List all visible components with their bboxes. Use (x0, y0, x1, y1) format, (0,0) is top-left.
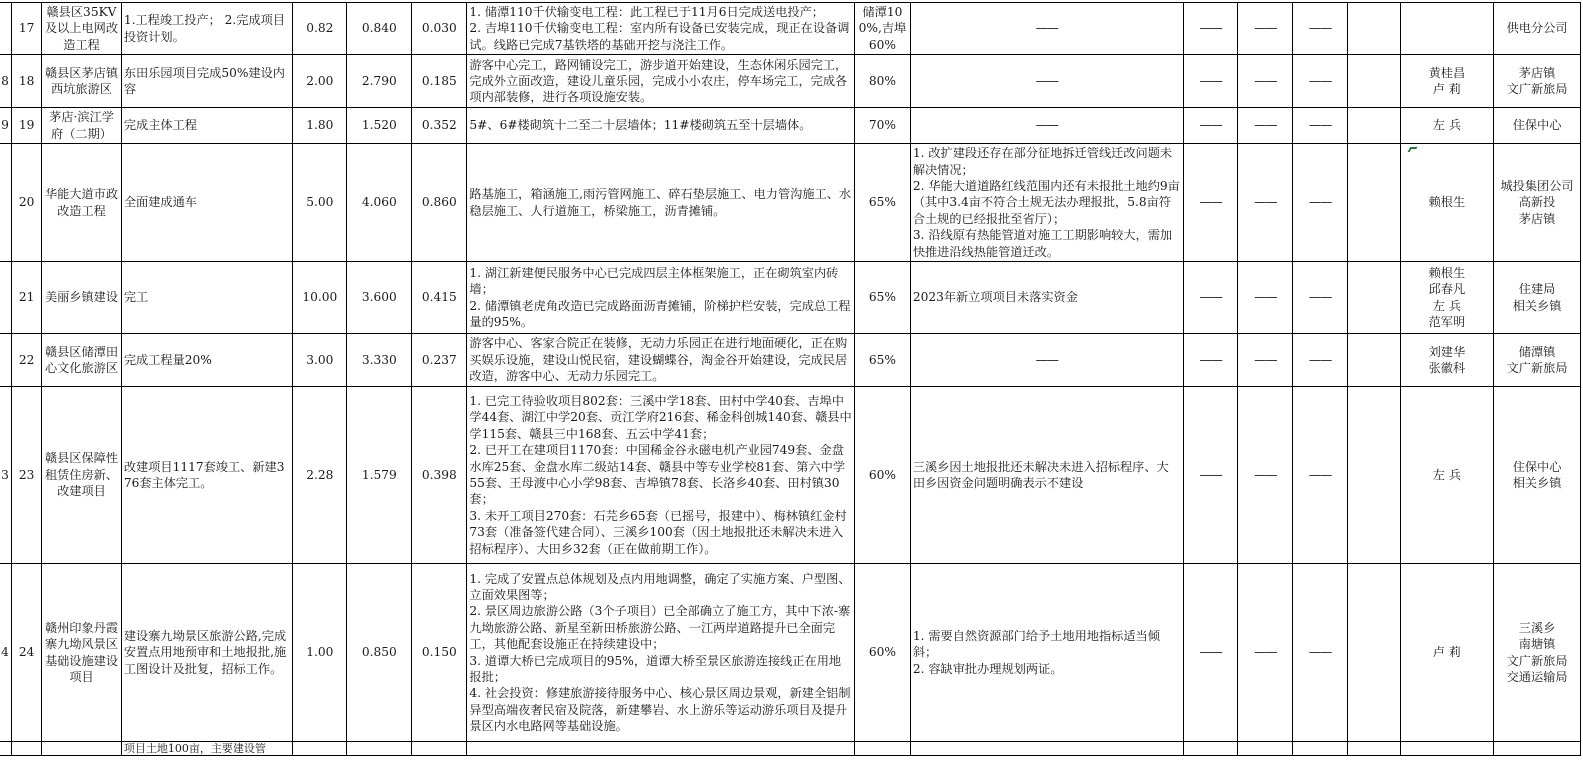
planned-investment-text: 10.00 (302, 290, 338, 305)
completed-investment-cell[interactable] (347, 564, 412, 742)
row-number-text: 19 (18, 118, 35, 133)
issues-cell[interactable] (910, 262, 1183, 334)
planned-investment-cell[interactable] (293, 742, 347, 756)
project-name-text: 茅店·滨江学府（二期） (49, 110, 114, 141)
annual-target-text: 完工 (123, 290, 149, 305)
dash-mark: —— (1035, 352, 1058, 367)
dash-mark: —— (1254, 74, 1277, 89)
blank-dash-cell-b[interactable] (1238, 334, 1293, 387)
blank-dash-cell-c[interactable] (1293, 3, 1348, 55)
progress-percent-text: 80% (868, 74, 896, 89)
spacer-cell[interactable] (1347, 108, 1400, 144)
responsible-unit-cell[interactable] (1494, 3, 1581, 55)
responsible-leader-cell[interactable] (1400, 564, 1493, 742)
completion-ratio-cell[interactable] (412, 108, 467, 144)
spacer-cell[interactable] (1347, 387, 1400, 564)
row-number-cell[interactable] (11, 108, 41, 144)
completed-investment-text: 1.520 (361, 118, 397, 133)
responsible-unit-text: 三溪乡 南塘镇 文广新旅局 交通运输局 (1506, 620, 1568, 684)
progress-detail-cell[interactable] (467, 3, 855, 55)
row-stub-cell[interactable] (0, 55, 11, 108)
blank-dash-cell-c[interactable] (1293, 55, 1348, 108)
progress-detail-text: 1. 完成了安置点总体规划及点内用地调整，确定了实施方案、户型图、立面效果图等； 2. 景区周边旅游公路（3个子项目）已全部确立了施工方，其中下浓-寨九坳旅游公路、新星至新田桥旅游公路、一江两岸道路提升已全面完工，其他配套设施正在持续建设中； 3. 道谭大桥已完成项目的95%，道谭大桥至景区旅游连接线正在用地报批； 4. 社会投资：修建旅游接待服务中心、核心景区周边景观，新建全铝制异型高端夜奢民宿及院落，新建攀岩、水上游乐等运动游乐项目及提升景区内水电路网等基础设施。 (469, 571, 851, 734)
project-name-cell[interactable] (42, 387, 122, 564)
dash-mark: —— (1254, 645, 1277, 660)
dash-mark: —— (1308, 645, 1332, 660)
row-stub-text: 9 (1, 118, 9, 133)
progress-percent-text: 60% (868, 467, 896, 482)
dash-mark: —— (1254, 195, 1277, 210)
table-row (0, 742, 1581, 756)
row-number-cell[interactable] (11, 387, 41, 564)
spacer-cell[interactable] (1347, 55, 1400, 108)
responsible-leader-text: 黄桂昌 卢 莉 (1428, 65, 1466, 97)
completed-investment-cell[interactable] (347, 262, 412, 334)
planned-investment-cell[interactable] (293, 387, 347, 564)
annual-target-text: 完成主体工程 (123, 118, 197, 133)
completed-investment-cell[interactable] (347, 334, 412, 387)
dash-mark: —— (1199, 21, 1222, 36)
project-name-text: 华能大道市政改造工程 (44, 187, 119, 218)
row-stub-cell[interactable] (0, 742, 11, 756)
annual-target-cell[interactable] (121, 3, 292, 55)
dash-mark: —— (1254, 290, 1277, 305)
dash-mark: —— (1199, 290, 1222, 305)
blank-dash-cell-b[interactable] (1238, 742, 1293, 756)
blank-dash-cell-c[interactable] (1293, 262, 1348, 334)
planned-investment-cell[interactable] (293, 3, 347, 55)
completed-investment-text: 3.330 (361, 352, 397, 367)
completion-ratio-text: 0.352 (421, 118, 457, 133)
progress-percent-text: 60% (868, 645, 896, 660)
project-name-cell[interactable] (42, 55, 122, 108)
row-number-cell[interactable] (11, 742, 41, 756)
planned-investment-text: 2.00 (306, 74, 334, 89)
blank-dash-cell-b[interactable] (1238, 3, 1293, 55)
row-number-text: 18 (18, 74, 35, 89)
completion-ratio-cell[interactable] (412, 742, 467, 756)
progress-percent-text: 65% (868, 352, 896, 367)
issues-text: 三溪乡因土地报批还未解决未进入招标程序、大田乡因资金问题明确表示不建设 (912, 459, 1169, 491)
planned-investment-cell[interactable] (293, 334, 347, 387)
progress-percent-cell[interactable] (855, 262, 911, 334)
row-number-cell[interactable] (11, 564, 41, 742)
table-row (0, 262, 1581, 334)
completion-ratio-cell[interactable] (412, 55, 467, 108)
row-stub-cell[interactable] (0, 144, 11, 262)
completion-ratio-text: 0.030 (421, 21, 457, 36)
dash-mark: —— (1199, 195, 1222, 210)
responsible-unit-cell[interactable] (1494, 742, 1581, 756)
project-name-cell[interactable] (42, 742, 122, 756)
project-name-cell[interactable] (42, 564, 122, 742)
issues-cell[interactable] (910, 387, 1183, 564)
completed-investment-text: 2.790 (361, 74, 397, 89)
spacer-cell[interactable] (1347, 334, 1400, 387)
responsible-leader-text: 左 兵 (1432, 467, 1462, 482)
row-number-text: 21 (18, 290, 35, 305)
completed-investment-cell[interactable] (347, 387, 412, 564)
planned-investment-cell[interactable] (293, 144, 347, 262)
responsible-unit-cell[interactable] (1494, 55, 1581, 108)
annual-target-cell[interactable] (121, 334, 292, 387)
planned-investment-text: 1.80 (306, 118, 334, 133)
progress-detail-text: 路基施工，箱涵施工,雨污管网施工、碎石垫层施工、电力管沟施工、水稳层施工、人行道施工，桥梁施工，沥青摊铺。 (469, 187, 852, 218)
completed-investment-text: 0.850 (361, 645, 397, 660)
spacer-cell[interactable] (1347, 144, 1400, 262)
annual-target-text: 改建项目1117套竣工、新建376套主体完工。 (123, 459, 285, 491)
annual-target-cell[interactable] (121, 564, 292, 742)
completion-ratio-cell[interactable] (412, 3, 467, 55)
planned-investment-text: 0.82 (306, 21, 334, 36)
issues-text: 1. 需要自然资源部门给予土地用地指标适当倾斜； 2. 容缺审批办理规划两证。 (912, 628, 1160, 676)
planned-investment-cell[interactable] (293, 108, 347, 144)
dash-mark: —— (1035, 74, 1058, 89)
row-number-cell[interactable] (11, 262, 41, 334)
responsible-leader-text: 卢 莉 (1432, 645, 1462, 660)
blank-dash-cell-a[interactable] (1183, 742, 1238, 756)
responsible-leader-text: 左 兵 (1432, 118, 1462, 133)
annual-target-text: 1.工程竣工投产； 2.完成项目投资计划。 (123, 13, 286, 44)
responsible-unit-text: 城投集团公司 高新投 茅店镇 (1500, 178, 1574, 226)
progress-detail-cell[interactable] (467, 108, 855, 144)
project-name-text: 赣县区茅店镇西坑旅游区 (44, 65, 119, 97)
planned-investment-text: 2.28 (306, 467, 334, 482)
responsible-leader-text: 赖根生 (1428, 195, 1466, 210)
annual-target-cell[interactable] (121, 108, 292, 144)
dash-mark: —— (1308, 118, 1332, 133)
responsible-leader-cell[interactable] (1400, 387, 1493, 564)
dash-mark: —— (1035, 21, 1058, 36)
blank-dash-cell-c[interactable] (1293, 108, 1348, 144)
responsible-unit-text: 茅店镇 文广新旅局 (1506, 65, 1568, 97)
annual-target-cell[interactable] (121, 55, 292, 108)
completed-investment-text: 0.840 (361, 21, 397, 36)
row-number-cell[interactable] (11, 55, 41, 108)
progress-detail-cell[interactable] (467, 387, 855, 564)
responsible-unit-cell[interactable] (1494, 108, 1581, 144)
responsible-unit-cell[interactable] (1494, 387, 1581, 564)
completed-investment-cell[interactable] (347, 108, 412, 144)
completed-investment-cell[interactable] (347, 742, 412, 756)
progress-detail-cell[interactable] (467, 334, 855, 387)
blank-dash-cell-a[interactable] (1183, 108, 1238, 144)
responsible-unit-text: 住保中心 (1512, 118, 1562, 133)
completed-investment-cell[interactable] (347, 3, 412, 55)
issues-text: 2023年新立项项目未落实资金 (912, 290, 1078, 305)
dash-mark: —— (1308, 21, 1332, 36)
completed-investment-text: 1.579 (361, 467, 397, 482)
planned-investment-text: 1.00 (306, 645, 334, 660)
dash-mark: —— (1199, 118, 1222, 133)
responsible-unit-cell[interactable] (1494, 262, 1581, 334)
project-name-cell[interactable] (42, 3, 122, 55)
blank-dash-cell-c[interactable] (1293, 144, 1348, 262)
planned-investment-cell[interactable] (293, 262, 347, 334)
dash-mark: —— (1199, 467, 1222, 482)
progress-detail-text: 1. 已完工待验收项目802套：三溪中学18套、田村中学40套、吉埠中学44套、湖江中学20套、贡江学府216套、稀金科创城140套、赣县中学115套、赣县三中168套、五云中学41套； 2. 已开工在建项目1170套：中国稀金谷永磁电机产业园749套、金盘水库25套、金盘水库二级站14套、赣县中等专业学校81套、第六中学55套、王母渡中心小学98套、吉埠镇78套、长洛乡40套、田村镇30套； 3. 未开工项目270套：石芫乡65套（已摇号，报建中）、梅林镇红金村73套（准备签代建合同）、三溪乡100套（因土地报批还未解决未进入招标程序）、大田乡32套（正在做前期工作）。 (469, 394, 852, 556)
row-stub-text: 3 (1, 467, 9, 482)
blank-dash-cell-a[interactable] (1183, 564, 1238, 742)
completed-investment-text: 4.060 (361, 195, 397, 210)
row-stub-cell[interactable] (0, 108, 11, 144)
blank-dash-cell-b[interactable] (1238, 55, 1293, 108)
dash-mark: —— (1308, 467, 1332, 482)
dash-mark: —— (1199, 74, 1222, 89)
row-number-cell[interactable] (11, 334, 41, 387)
progress-detail-cell[interactable] (467, 564, 855, 742)
planned-investment-cell[interactable] (293, 55, 347, 108)
completion-ratio-text: 0.415 (421, 290, 457, 305)
project-name-text: 赣州印象丹霞寨九坳风景区基础设施建设项目 (44, 620, 119, 684)
progress-percent-cell[interactable] (855, 564, 911, 742)
annual-target-text: 东田乐园项目完成50%建设内容 (123, 65, 285, 97)
progress-detail-cell[interactable] (467, 144, 855, 262)
responsible-leader-cell[interactable] (1400, 144, 1493, 262)
planned-investment-text: 5.00 (306, 195, 334, 210)
spacer-cell[interactable] (1347, 742, 1400, 756)
completion-ratio-cell[interactable] (412, 262, 467, 334)
completion-ratio-cell[interactable] (412, 334, 467, 387)
progress-percent-text: 70% (868, 118, 896, 133)
blank-dash-cell-b[interactable] (1238, 564, 1293, 742)
row-number-text: 23 (18, 467, 35, 482)
table-row (0, 3, 1581, 55)
completion-ratio-text: 0.237 (421, 352, 457, 367)
blank-dash-cell-a[interactable] (1183, 334, 1238, 387)
row-stub-cell[interactable] (0, 564, 11, 742)
completed-investment-cell[interactable] (347, 55, 412, 108)
project-name-cell[interactable] (42, 334, 122, 387)
completion-ratio-text: 0.185 (421, 74, 457, 89)
row-number-text: 20 (18, 195, 35, 210)
issues-cell[interactable] (910, 334, 1183, 387)
blank-dash-cell-a[interactable] (1183, 3, 1238, 55)
annual-target-text: 项目土地100亩，主要建设管 (123, 742, 266, 756)
dash-mark: —— (1308, 290, 1332, 305)
blank-dash-cell-c[interactable] (1293, 334, 1348, 387)
responsible-leader-cell[interactable] (1400, 334, 1493, 387)
annual-target-cell[interactable] (121, 144, 292, 262)
blank-dash-cell-a[interactable] (1183, 144, 1238, 262)
issues-cell[interactable] (910, 742, 1183, 756)
table-row (0, 144, 1581, 262)
dash-mark: —— (1254, 352, 1277, 367)
project-name-cell[interactable] (42, 108, 122, 144)
responsible-leader-cell[interactable] (1400, 55, 1493, 108)
dash-mark: —— (1308, 74, 1332, 89)
completion-ratio-cell[interactable] (412, 387, 467, 564)
issues-cell[interactable] (910, 55, 1183, 108)
row-number-text: 22 (18, 352, 35, 367)
progress-detail-text: 1. 湖江新建便民服务中心已完成四层主体框架施工，正在砌筑室内砖墙； 2. 储潭镇老虎角改造已完成路面沥青摊铺，阶梯护栏安装，完成总工程量的95%。 (469, 265, 851, 329)
blank-dash-cell-b[interactable] (1238, 387, 1293, 564)
annual-target-cell[interactable] (121, 262, 292, 334)
progress-percent-cell[interactable] (855, 3, 911, 55)
responsible-leader-cell[interactable] (1400, 262, 1493, 334)
dash-mark: —— (1308, 195, 1332, 210)
table-row (0, 564, 1581, 742)
row-stub-cell[interactable] (0, 387, 11, 564)
dash-mark: —— (1254, 467, 1277, 482)
annual-target-cell[interactable] (121, 742, 292, 756)
responsible-leader-cell[interactable] (1400, 3, 1493, 55)
progress-percent-cell[interactable] (855, 387, 911, 564)
responsible-unit-cell[interactable] (1494, 144, 1581, 262)
responsible-unit-cell[interactable] (1494, 334, 1581, 387)
completion-ratio-text: 0.398 (421, 467, 457, 482)
completed-investment-cell[interactable] (347, 144, 412, 262)
table-row (0, 387, 1581, 564)
responsible-leader-cell[interactable] (1400, 742, 1493, 756)
row-number-text: 17 (18, 21, 35, 36)
responsible-unit-text: 供电分公司 (1506, 21, 1568, 36)
progress-percent-text: 65% (868, 290, 896, 305)
progress-percent-cell[interactable] (855, 108, 911, 144)
responsible-unit-text: 住保中心 相关乡镇 (1512, 459, 1562, 491)
annual-target-text: 建设寨九坳景区旅游公路,完成安置点用地预审和土地报批,施工图设计及批复，招标工作。 (123, 628, 287, 676)
table-row (0, 108, 1581, 144)
progress-percent-cell[interactable] (855, 742, 911, 756)
table-row (0, 55, 1581, 108)
responsible-unit-text: 储潭镇 文广新旅局 (1506, 344, 1568, 376)
row-stub-cell[interactable] (0, 262, 11, 334)
progress-detail-cell[interactable] (467, 55, 855, 108)
responsible-unit-cell[interactable] (1494, 564, 1581, 742)
project-name-text: 赣县区保障性租赁住房新、改建项目 (44, 451, 119, 499)
progress-detail-text: 游客中心完工，路网铺设完工，游步道开始建设，生态休闲乐园完工，完成外立面改造，建设儿童乐园，完成小小农庄，停车场完工，完成各项内部装修，进行各项设施安装。 (469, 57, 848, 105)
planned-investment-cell[interactable] (293, 564, 347, 742)
blank-dash-cell-b[interactable] (1238, 108, 1293, 144)
row-stub-cell[interactable] (0, 3, 11, 55)
project-name-cell[interactable] (42, 144, 122, 262)
issues-cell[interactable] (910, 108, 1183, 144)
progress-percent-text: 65% (868, 195, 896, 210)
progress-percent-text: 储潭100%,吉埠60% (858, 5, 907, 52)
dash-mark: —— (1199, 645, 1222, 660)
issues-text: 1. 改扩建段还存在部分征地拆迁管线迁改问题未解决情况； 2. 华能大道道路红线范围内还有未报批土地约9亩（其中3.4亩不符合土规无法办理报批，5.8亩符合土规的已经报批至省厅）； 3. 沿线原有热能管道对施工工期影响较大，需加快推进沿线热能管道迁改。 (912, 146, 1180, 259)
row-number-cell[interactable] (11, 3, 41, 55)
project-name-text: 美丽乡镇建设 (44, 290, 119, 305)
responsible-unit-text: 住建局 相关乡镇 (1512, 282, 1562, 313)
completion-ratio-text: 0.150 (421, 645, 457, 660)
blank-dash-cell-a[interactable] (1183, 55, 1238, 108)
progress-percent-cell[interactable] (855, 55, 911, 108)
annual-target-cell[interactable] (121, 387, 292, 564)
project-name-cell[interactable] (42, 262, 122, 334)
blank-dash-cell-c[interactable] (1293, 564, 1348, 742)
planned-investment-text: 3.00 (306, 352, 334, 367)
row-stub-text: 8 (1, 74, 9, 89)
annual-target-text: 完成工程量20% (123, 352, 212, 367)
spacer-cell[interactable] (1347, 3, 1400, 55)
dash-mark: —— (1308, 352, 1332, 367)
completion-ratio-text: 0.860 (421, 195, 457, 210)
issues-cell[interactable] (910, 564, 1183, 742)
blank-dash-cell-c[interactable] (1293, 742, 1348, 756)
dash-mark: —— (1254, 21, 1277, 36)
row-number-cell[interactable] (11, 144, 41, 262)
blank-dash-cell-b[interactable] (1238, 144, 1293, 262)
progress-detail-text: 游客中心、客家合院正在装修，无动力乐园正在进行地面硬化，正在购买娱乐设施，建设山悦民宿，建设蝴蝶谷，淘金谷开始建设，完成民居改造，游客中心、无动力乐园完工。 (469, 336, 848, 384)
project-progress-table (0, 2, 1581, 756)
blank-dash-cell-c[interactable] (1293, 387, 1348, 564)
completed-investment-text: 3.600 (361, 290, 397, 305)
responsible-leader-text: 赖根生 邱春凡 左 兵 范军明 (1428, 265, 1466, 329)
dash-mark: —— (1035, 118, 1058, 133)
project-name-text: 赣县区储潭田心文化旅游区 (44, 344, 119, 376)
issues-cell[interactable] (910, 144, 1183, 262)
responsible-leader-text: 刘建华 张徽科 (1428, 344, 1466, 376)
completion-ratio-cell[interactable] (412, 564, 467, 742)
issues-cell[interactable] (910, 3, 1183, 55)
progress-detail-cell[interactable] (467, 262, 855, 334)
dash-mark: —— (1199, 352, 1222, 367)
row-stub-text: 4 (1, 645, 9, 660)
project-name-text: 赣县区35KV及以上电网改造工程 (44, 5, 119, 52)
table-row (0, 334, 1581, 387)
progress-detail-cell[interactable] (467, 742, 855, 756)
progress-percent-cell[interactable] (855, 144, 911, 262)
progress-detail-text: 1. 储潭110千伏输变电工程：此工程已于11月6日完成送电投产； 2. 吉埠110千伏输变电工程：室内所有设备已安装完成，现正在设备调试。线路已完成7基铁塔的基础开挖与浇注工作。 (469, 5, 850, 52)
progress-detail-text: 5#、6#楼砌筑十二至二十层墙体；11#楼砌筑五至十层墙体。 (469, 118, 812, 133)
dash-mark: —— (1254, 118, 1277, 133)
row-number-text: 24 (18, 645, 35, 660)
responsible-leader-cell[interactable] (1400, 108, 1493, 144)
completion-ratio-cell[interactable] (412, 144, 467, 262)
progress-percent-cell[interactable] (855, 334, 911, 387)
blank-dash-cell-b[interactable] (1238, 262, 1293, 334)
annual-target-text: 全面建成通车 (123, 195, 197, 210)
blank-dash-cell-a[interactable] (1183, 262, 1238, 334)
spacer-cell[interactable] (1347, 564, 1400, 742)
spacer-cell[interactable] (1347, 262, 1400, 334)
row-stub-cell[interactable] (0, 334, 11, 387)
blank-dash-cell-a[interactable] (1183, 387, 1238, 564)
